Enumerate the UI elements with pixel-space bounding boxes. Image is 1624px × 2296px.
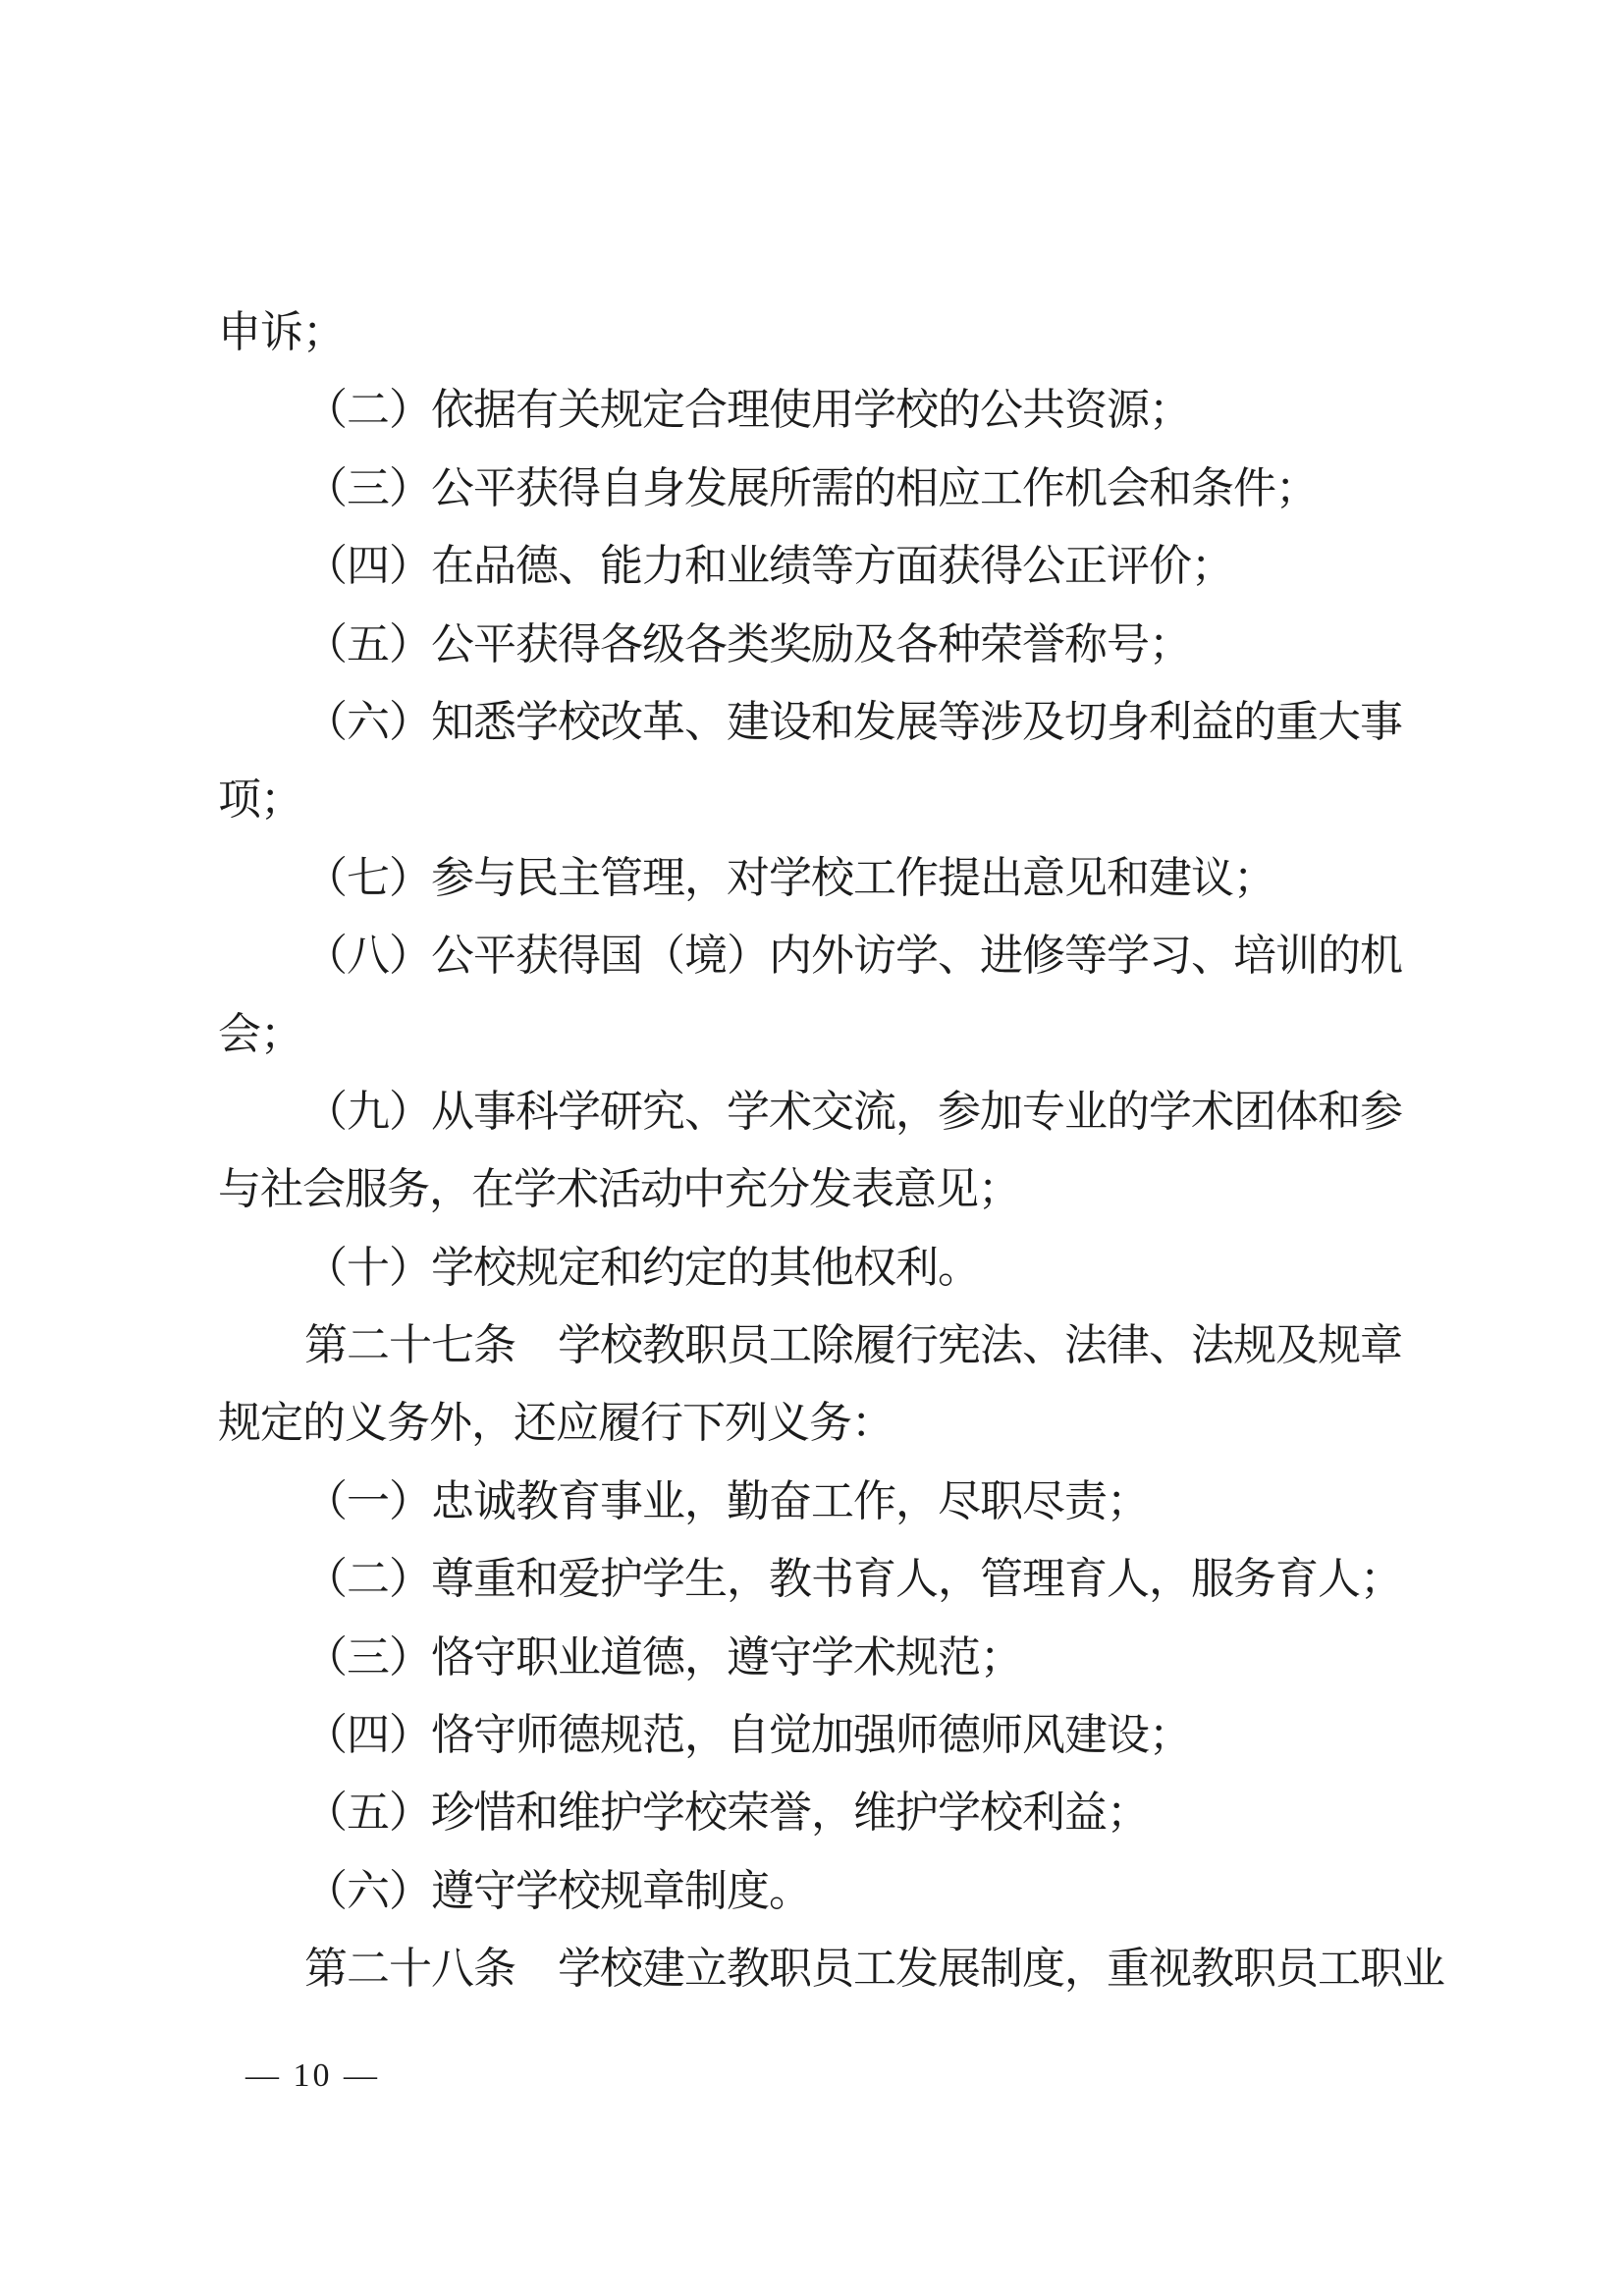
- text-line: （四）在品德、能力和业绩等方面获得公正评价；: [304, 542, 1233, 591]
- article-heading-line: 第二十八条 学校建立教职员工发展制度，重视教职员工职业: [304, 1945, 1444, 1994]
- text-line: （五）公平获得各级各类奖励及各种荣誉称号；: [304, 619, 1191, 668]
- text-line: （五）珍惜和维护学校荣誉，维护学校利益；: [304, 1789, 1149, 1838]
- text-line: （二）尊重和爱护学生，教书育人，管理育人，服务育人；: [304, 1555, 1402, 1604]
- text-line: （九）从事科学研究、学术交流，参加专业的学术团体和参: [304, 1087, 1402, 1136]
- text-line: （七）参与民主管理，对学校工作提出意见和建议；: [304, 853, 1275, 902]
- text-line: 申诉；: [218, 308, 345, 356]
- text-line: （八）公平获得国（境）内外访学、进修等学习、培训的机: [304, 932, 1402, 981]
- text-line: 会；: [218, 1009, 302, 1058]
- text-line: 与社会服务，在学术活动中充分发表意见；: [218, 1165, 1020, 1214]
- document-body: [218, 294, 1444, 2008]
- text-line: 规定的义务外，还应履行下列义务：: [218, 1399, 893, 1448]
- text-line: （三）恪守职业道德，遵守学术规范；: [304, 1632, 1022, 1682]
- text-line: （六）遵守学校规章制度。: [304, 1866, 811, 1915]
- text-line: （三）公平获得自身发展所需的相应工作机会和条件；: [304, 463, 1318, 512]
- text-line: （二）依据有关规定合理使用学校的公共资源；: [304, 386, 1191, 435]
- text-line: 项；: [218, 775, 302, 825]
- text-line: （六）知悉学校改革、建设和发展等涉及切身利益的重大事: [304, 697, 1402, 746]
- text-line: （四）恪守师德规范，自觉加强师德师风建设；: [304, 1711, 1191, 1760]
- text-line: （一）忠诚教育事业，勤奋工作，尽职尽责；: [304, 1476, 1149, 1525]
- text-line: （十）学校规定和约定的其他权利。: [304, 1243, 980, 1292]
- page-number: — 10 —: [245, 2057, 380, 2094]
- article-heading-line: 第二十七条 学校教职员工除履行宪法、法律、法规及规章: [304, 1321, 1402, 1370]
